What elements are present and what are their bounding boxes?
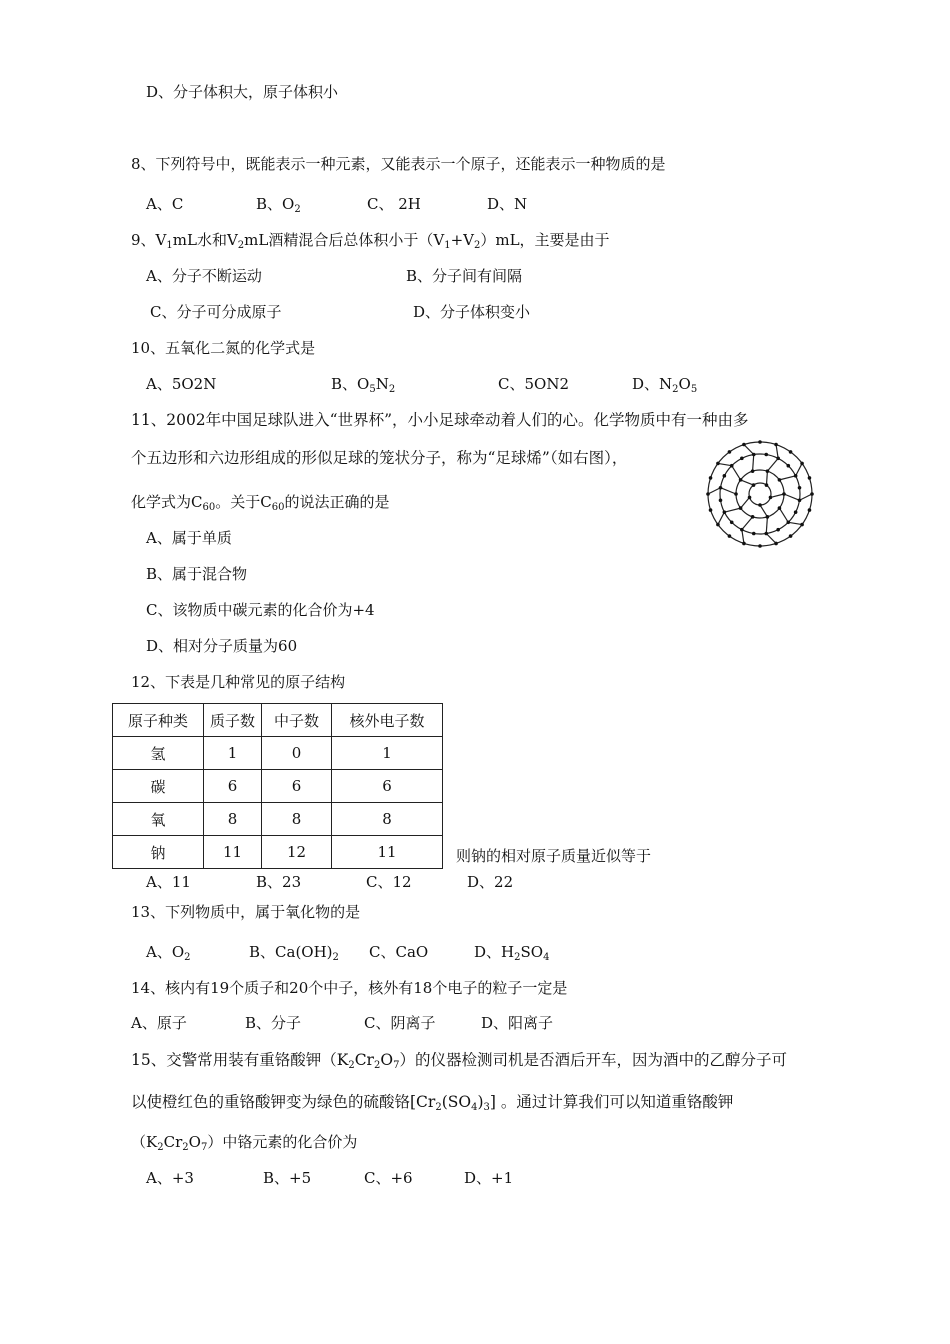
table-cell: 11: [332, 836, 443, 869]
table-cell: 氧: [113, 803, 204, 836]
q10-option-c: C、5ON2: [498, 375, 569, 393]
q10-option-a: A、5O2N: [146, 375, 217, 393]
q15-option-a: A、+3: [146, 1169, 194, 1187]
table-cell: 8: [204, 803, 262, 836]
table-row: [113, 737, 443, 770]
table-cell: 碳: [113, 770, 204, 803]
table-cell: 8: [332, 803, 443, 836]
q13-stem: 13、下列物质中，属于氧化物的是: [131, 903, 361, 921]
q11-option-c: C、该物质中碳元素的化合价为+4: [146, 601, 375, 619]
q11-option-d: D、相对分子质量为60: [146, 637, 298, 655]
q13-option-c: C、CaO: [369, 943, 429, 961]
table-row: [113, 836, 443, 869]
q14-option-b: B、分子: [245, 1014, 302, 1032]
q11-option-a: A、属于单质: [146, 529, 232, 547]
table-cell: 6: [262, 770, 332, 803]
q9-option-c: C、分子可分成原子: [150, 303, 282, 321]
q12-tail: 则钠的相对原子质量近似等于: [456, 847, 652, 865]
q12-option-b: B、23: [256, 873, 302, 891]
q12-option-a: A、11: [146, 873, 191, 891]
table-header-cell: 中子数: [262, 704, 332, 737]
table-cell: 氢: [113, 737, 204, 770]
table-header-cell: 原子种类: [113, 704, 204, 737]
table-row: [113, 803, 443, 836]
q13-option-a: A、$O_2$: [146, 943, 191, 963]
table-header-row: [113, 704, 443, 737]
table-cell: 1: [204, 737, 262, 770]
q11-line-3: 化学式为$C_{60}$。关于$C_{60}$的说法正确的是: [131, 493, 390, 513]
q15-option-d: D、+1: [464, 1169, 514, 1187]
q14-stem: 14、核内有19个质子和20个中子，核外有18个电子的粒子一定是: [131, 979, 568, 997]
table-cell: 12: [262, 836, 332, 869]
q11-line-1: 11、2002年中国足球队进入“世界杯”，小小足球牵动着人们的心。化学物质中有一种由多: [131, 411, 749, 429]
q14-option-c: C、阴离子: [364, 1014, 436, 1032]
q7-option-d: D、分子体积大，原子体积小: [146, 83, 339, 101]
q8-stem: 8、下列符号中，既能表示一种元素，又能表示一个原子，还能表示一种物质的是: [131, 155, 666, 173]
q15-line-1: 15、交警常用装有重铬酸钾$(K_2Cr_2O_7)$的仪器检测司机是否酒后开车，因为酒中的乙醇分子可: [131, 1051, 787, 1071]
table-cell: 11: [204, 836, 262, 869]
q8-option-a: A、C: [146, 195, 184, 213]
q15-line-3: $(K_2Cr_2O_7)$中铬元素的化合价为: [131, 1133, 358, 1153]
q14-option-a: A、原子: [131, 1014, 187, 1032]
table-cell: 6: [332, 770, 443, 803]
table-cell: 6: [204, 770, 262, 803]
q10-stem: 10、五氧化二氮的化学式是: [131, 339, 316, 357]
q10-option-b: B、$O_5N_2$: [331, 375, 396, 395]
q15-option-b: B、+5: [263, 1169, 312, 1187]
q12-option-d: D、22: [467, 873, 514, 891]
q14-option-d: D、阳离子: [481, 1014, 554, 1032]
table-cell: 钠: [113, 836, 204, 869]
q11-line-2: 个五边形和六边形组成的形似足球的笼状分子，称为“足球烯”（如右图），: [131, 449, 628, 467]
q8-option-c: C、 2H: [367, 195, 421, 213]
q13-option-d: D、$H_2SO_4$: [474, 943, 550, 963]
q9-stem: 9、$V_1mL$水和$V_2mL$酒精混合后总体积小于$(V_1+V_2)mL$，主要是由于: [131, 231, 610, 251]
q15-line-2: 以使橙红色的重铬酸钾变为绿色的硫酸铬$[Cr_2(SO_4)_3]$ 。通过计算我们可以知道重铬酸钾: [131, 1093, 734, 1113]
q9-option-a: A、分子不断运动: [146, 267, 262, 285]
table-cell: 1: [332, 737, 443, 770]
table-cell: 0: [262, 737, 332, 770]
q9-option-d: D、分子体积变小: [413, 303, 531, 321]
q9-option-b: B、分子间有间隔: [406, 267, 523, 285]
q13-option-b: B、$Ca(OH)_2$: [249, 943, 339, 963]
q15-option-c: C、+6: [364, 1169, 413, 1187]
table-cell: 8: [262, 803, 332, 836]
q8-option-d: D、N: [487, 195, 528, 213]
q12-stem: 12、下表是几种常见的原子结构: [131, 673, 346, 691]
atom-structure-table: [112, 703, 443, 869]
q12-option-c: C、12: [366, 873, 412, 891]
q10-option-d: D、$N_2O_5$: [632, 375, 698, 395]
table-row: [113, 770, 443, 803]
table-header-cell: 质子数: [204, 704, 262, 737]
fullerene-c60-icon: [704, 438, 816, 550]
q8-option-b: B、$O_2$: [256, 195, 301, 215]
table-header-cell: 核外电子数: [332, 704, 443, 737]
q11-option-b: B、属于混合物: [146, 565, 248, 583]
